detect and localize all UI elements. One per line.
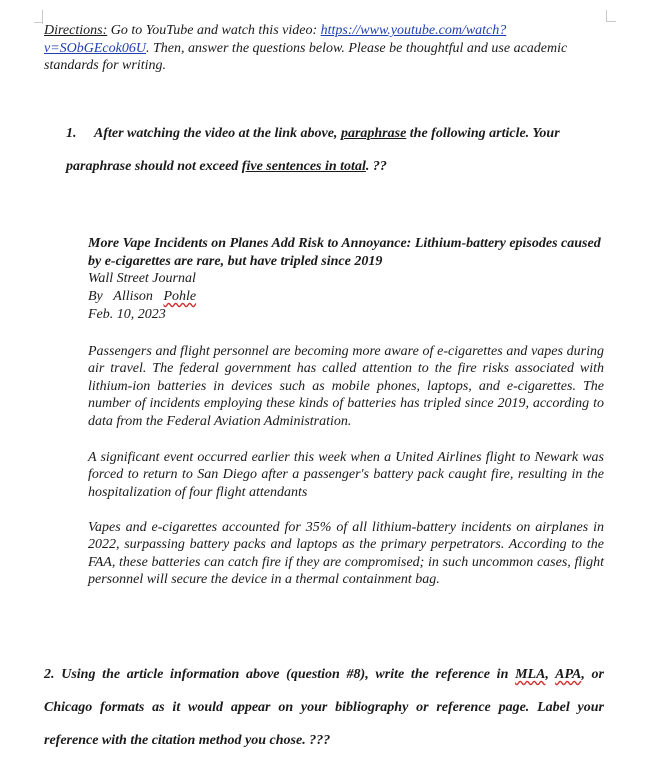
article-title: More Vape Incidents on Planes Add Risk to Annoyance: Lithium-battery episodes caused by e-cigarettes are rare, but have tripled since 2019 xyxy=(88,236,601,269)
question2-line3: reference with the citation method you chose. ??? xyxy=(44,733,331,748)
author-prefix: By xyxy=(88,289,103,304)
question1-line1-text-end: the following article. Your xyxy=(406,126,560,141)
question1-line2 xyxy=(66,159,611,175)
crop-mark-top-left-horizontal xyxy=(34,22,43,23)
directions-text-after-link: . Then, answer the questions below. Please be thoughtful and use academic standards for writing. xyxy=(44,40,568,73)
question2-line1 xyxy=(44,667,604,683)
question1-five-sentences-underlined: five sentences in total xyxy=(241,159,366,174)
article-author xyxy=(88,289,196,305)
author-first-name: Allison xyxy=(113,289,153,304)
question1-paraphrase-underlined: paraphrase xyxy=(340,126,407,141)
author-last-name: Pohle xyxy=(163,289,197,304)
question1-line1 xyxy=(66,126,611,142)
question2-line1-text-end: , or xyxy=(581,667,604,682)
apa-format: APA xyxy=(555,667,582,682)
directions-label: Directions: xyxy=(44,23,108,38)
question1-line1-text: After watching the video at the link above, xyxy=(94,126,341,141)
question2-line2: Chicago formats as it would appear on your bibliography or reference page. Label your xyxy=(44,700,604,715)
question1-number: 1. xyxy=(66,126,77,141)
crop-mark-top-right-horizontal xyxy=(606,21,616,22)
article-paragraph-2: A significant event occurred earlier this week when a United Airlines flight to Newark was forced to return to San Diego after a passenger's battery pack caught fire, resulting in the hospitalization of four flight attendants xyxy=(88,450,604,500)
article-paragraph-3: Vapes and e-cigarettes accounted for 35% of all lithium-battery incidents on airplanes in 2022, surpassing battery packs and laptops as the primary perpetrators. According to the FAA, these batteries can catch fire if they are compromised; in such uncommon cases, flight personnel will secure the device in a thermal containment bag. xyxy=(88,520,604,588)
article-date: Feb. 10, 2023 xyxy=(88,307,166,322)
question2-line1-text: 2. Using the article information above (question #8), write the reference in xyxy=(44,667,516,682)
article-publication: Wall Street Journal xyxy=(88,271,196,286)
question2-separator: , xyxy=(545,667,556,682)
directions-text-before-link: Go to YouTube and watch this video: xyxy=(107,23,321,38)
question1-line2-text: paraphrase should not exceed xyxy=(66,159,242,174)
directions-paragraph xyxy=(44,22,604,75)
mla-format: MLA xyxy=(515,667,546,682)
question1-line2-text-end: . ?? xyxy=(365,159,387,174)
youtube-video-link[interactable]: https://www.youtube.com/watch?v=SObGEcok06U xyxy=(44,23,507,56)
article-paragraph-1: Passengers and flight personnel are becoming more aware of e-cigarettes and vapes during air travel. The federal government has called attention to the fire risks associated with lithium-ion batteries in devices such as mobile phones, laptops, and e-cigarettes. The number of incidents employing these kinds of batteries has tripled since 2019, according to data from the Federal Aviation Administration. xyxy=(88,344,604,429)
